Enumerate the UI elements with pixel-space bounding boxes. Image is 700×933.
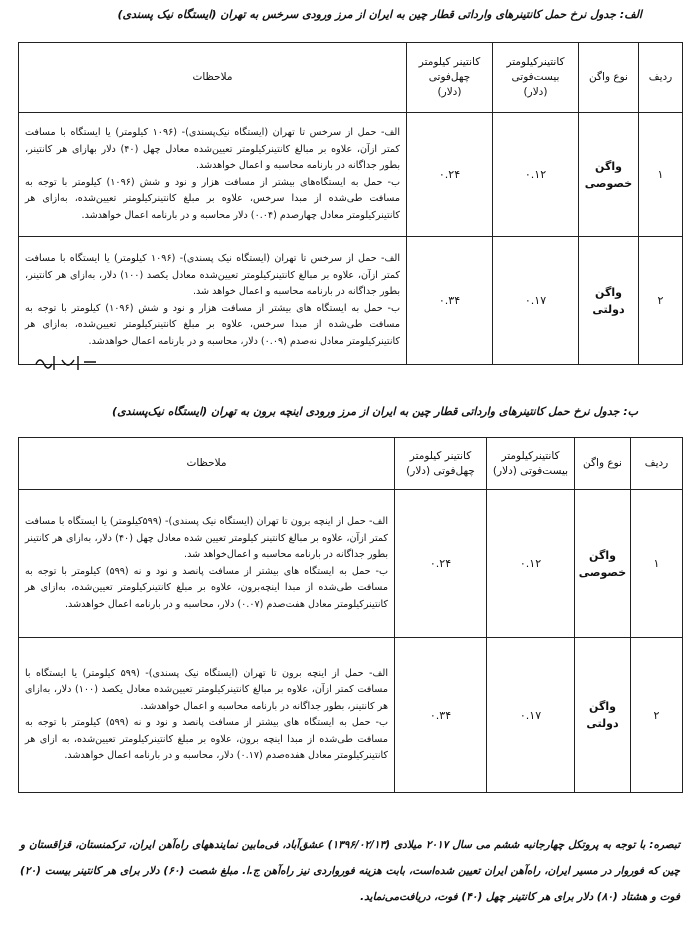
header-row-number: ردیف bbox=[631, 438, 683, 490]
table-b-caption: ب: جدول نرخ حمل کانتینرهای وارداتی قطار چین به ایران از مرز ورودی اینچه برون به تهران (ایستگاه نیک‌پسندی) bbox=[112, 405, 638, 418]
header-forty-ft bbox=[407, 43, 493, 113]
note-clause-b: ب- حمل به ایستگاه های بیشتر از مسافت هزار و نود و شش (۱۰۹۶) کیلومتر با توجه به مسافت طی‌شده از مبدا سرخس، علاوه بر مبلغ کانتینرکیلومتر تعیین‌شده، به‌ازای هر کانتینرکیلومتر معادل نه‌صدم (۰.۰۹) دلار، محاسبه و در بارنامه اعمال خواهدشد. bbox=[25, 302, 400, 347]
note-clause-a: الف- حمل از سرخس تا تهران (ایستگاه نیک‌پسندی)- (۱۰۹۶ کیلومتر) یا ایستگاه با مسافت کمتر ازآن، علاوه بر مبالغ کانتینرکیلومتر تعیین‌شده معادل چهل (۴۰) دلار بهازای هر کانتینر، بطور جداگانه در بارنامه محاسبه و اعمال خواهدشد. bbox=[25, 127, 401, 171]
rate-forty-ft: ۰.۳۴ bbox=[395, 638, 487, 793]
handwritten-mark bbox=[32, 350, 102, 374]
wagon-type-line1: واگن bbox=[589, 700, 616, 713]
row-number: ۲ bbox=[631, 638, 683, 793]
header-forty-ft-line3: (دلار) bbox=[437, 86, 462, 98]
table-row bbox=[19, 237, 683, 365]
rate-twenty-ft: ۰.۱۷ bbox=[493, 237, 579, 365]
header-forty-ft-line1: کانتینر کیلومتر bbox=[418, 56, 481, 68]
note-clause-a: الف- حمل از سرخس تا تهران (ایستگاه نیک پسندی)- (۱۰۹۶ کیلومتر) یا ایستگاه با مسافت کمتر ازآن، علاوه بر مبالغ کانتینرکیلومتر تعیین‌شده معادل یکصد (۱۰۰) دلار، به‌ازای هر کانتینر، بطور جداگانه در بارنامه محاسبه و اعمال خواهد شد. bbox=[25, 253, 401, 297]
table-row bbox=[19, 638, 683, 793]
header-forty-ft-line2: چهل‌فوتی (دلار) bbox=[406, 464, 475, 477]
header-twenty-ft-line2: بیست‌فوتی bbox=[511, 71, 560, 83]
table-row bbox=[19, 113, 683, 237]
header-twenty-ft-line2: بیست‌فوتی (دلار) bbox=[492, 464, 569, 477]
table-row bbox=[19, 490, 683, 638]
wagon-type-line1: واگن bbox=[595, 159, 622, 173]
note-clause-a: الف- حمل از اینچه برون تا تهران (ایستگاه نیک پسندی)- (۵۹۹ کیلومتر) یا ایستگاه با مسافت کمتر ازآن، علاوه بر مبالغ کانتینرکیلومتر تعیین‌شده معادل یکصد (۱۰۰) دلار، به‌ازای هر کانتینر، بطور جداگانه در بارنامه محاسبه و اعمال خواهدشد. bbox=[25, 667, 388, 712]
row-number: ۱ bbox=[639, 113, 683, 237]
header-forty-ft bbox=[395, 438, 487, 490]
wagon-type-line2: دولتی bbox=[586, 717, 619, 730]
note-clause-a: الف- حمل از اینچه برون تا تهران (ایستگاه نیک پسندی)- (۵۹۹کیلومتر) یا ایستگاه با مسافت کمتر ازآن، علاوه بر مبالغ کانتینر کیلومتر تعیین شده معادل چهل (۴۰) دلار، به‌ازای هر کانتینر بطور جداگانه در بارنامه محاسبه و اعمال‌خواهد شد. bbox=[25, 516, 389, 560]
rate-forty-ft: ۰.۳۴ bbox=[407, 237, 493, 365]
wagon-type-line1: واگن bbox=[595, 285, 622, 299]
footer-note: تبصره: با توجه به پروتکل چهارجانبه ششم می سال ۲۰۱۷ میلادی (۱۳۹۶/۰۲/۱۳) عشق‌آباد، فی‌مابین نمایندههای راه‌آهن ایران، ترکمنستان، قزاقستان و چین که فوروار در مسیر ایران، راه‌آهن ایران تعیین شده‌است، بابت هزینه فورواردی نیز راه‌آهن ج.ا. مبلغ شصت (۶۰) دلار برای هر کانتینر بیست (۲۰) فوت و هشتاد (۸۰) دلار برای هر کانتینر چهل (۴۰) فوت، دریافت‌می‌نماید. bbox=[20, 839, 681, 903]
wagon-type bbox=[575, 638, 631, 793]
note-clause-b: ب- حمل به ایستگاه های بیشتر از مسافت پانصد و نود و نه (۵۹۹) کیلومتر با توجه به مسافت طی‌شده از مبدا اینچه برون، علاوه بر مبلغ کانتینرکیلومتر تعیین‌شده، به ازای هر کانتینرکیلومتر معادل هفده‌صدم (۰.۱۷) دلار، محاسبه و در بارنامه اعمال خواهدشد. bbox=[25, 717, 388, 761]
wagon-type-line1: واگن bbox=[589, 548, 616, 562]
header-twenty-ft bbox=[487, 438, 575, 490]
header-forty-ft-line1: کانتینر کیلومتر bbox=[409, 449, 472, 462]
rate-twenty-ft: ۰.۱۲ bbox=[487, 490, 575, 638]
wagon-type-line2: دولتی bbox=[592, 302, 625, 316]
header-forty-ft-line2: چهل‌فوتی bbox=[428, 71, 471, 83]
header-wagon-type: نوع واگن bbox=[575, 438, 631, 490]
wagon-type-line2: خصوصی bbox=[584, 176, 633, 190]
note-clause-b: ب- حمل به ایستگاه‌های بیشتر از مسافت هزار و نود و شش (۱۰۹۶) کیلومتر با توجه به مسافت طی‌شده از مبدا سرخس، علاوه بر مبلغ کانتینرکیلومتر تعیین‌شده، به‌ازای هر کانتینرکیلومتر معادل چهارصدم (۰.۰۴) دلار محاسبه و در بارنامه اعمال خواهدشد. bbox=[25, 176, 400, 221]
wagon-type bbox=[575, 490, 631, 638]
header-twenty-ft bbox=[493, 43, 579, 113]
rate-twenty-ft: ۰.۱۲ bbox=[493, 113, 579, 237]
wagon-type bbox=[579, 113, 639, 237]
rate-forty-ft: ۰.۲۴ bbox=[407, 113, 493, 237]
header-twenty-ft-line1: کانتینرکیلومتر bbox=[501, 449, 560, 462]
wagon-type bbox=[579, 237, 639, 365]
wagon-type-line2: خصوصی bbox=[578, 565, 627, 579]
table-a-header-row bbox=[19, 43, 683, 113]
notes-cell bbox=[19, 237, 407, 365]
row-number: ۲ bbox=[639, 237, 683, 365]
header-notes: ملاحظات bbox=[19, 43, 407, 113]
header-wagon-type: نوع واگن bbox=[579, 43, 639, 113]
notes-cell bbox=[19, 638, 395, 793]
table-b-header-row bbox=[19, 438, 683, 490]
table-a-caption: الف: جدول نرخ حمل کانتینرهای وارداتی قطار چین به ایران از مرز ورودی سرخس به تهران (ایستگاه نیک پسندی) bbox=[117, 8, 642, 21]
rate-twenty-ft: ۰.۱۷ bbox=[487, 638, 575, 793]
notes-cell bbox=[19, 113, 407, 237]
table-a bbox=[18, 42, 683, 365]
note-clause-b: ب- حمل به ایستگاه های بیشتر از مسافت پانصد و نود و نه (۵۹۹) کیلومتر با توجه به مسافت طی‌شده از مبدا اینچه‌برون، علاوه بر مبلغ کانتینرکیلومتر تعیین‌شده، به‌ازای هر کانتینرکیلومتر معادل هفت‌صدم (۰.۰۷) دلار، محاسبه و در بارنامه اعمال خواهدشد. bbox=[25, 565, 388, 610]
header-notes: ملاحظات bbox=[19, 438, 395, 490]
header-twenty-ft-line3: (دلار) bbox=[523, 86, 548, 98]
table-b bbox=[18, 437, 683, 793]
rate-forty-ft: ۰.۲۴ bbox=[395, 490, 487, 638]
notes-cell bbox=[19, 490, 395, 638]
header-twenty-ft-line1: کانتینرکیلومتر bbox=[506, 56, 565, 68]
row-number: ۱ bbox=[631, 490, 683, 638]
header-row-number: ردیف bbox=[639, 43, 683, 113]
